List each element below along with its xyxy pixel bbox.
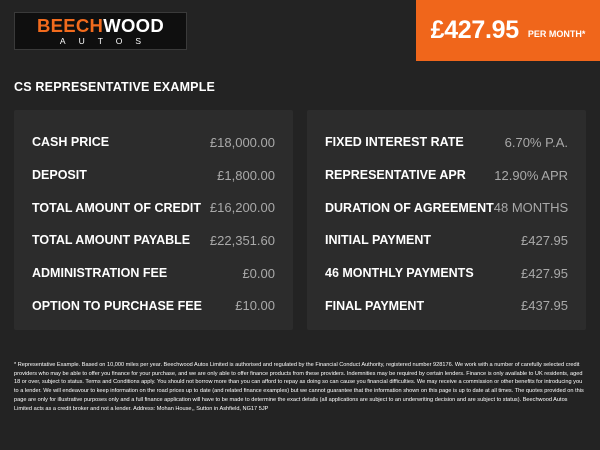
finance-row-label: INITIAL PAYMENT [325, 233, 432, 248]
finance-details-panel-left [14, 110, 293, 330]
finance-row-label: TOTAL AMOUNT OF CREDIT [32, 200, 201, 215]
logo-main-text: WOOD [103, 15, 165, 36]
finance-row-label: REPRESENTATIVE APR [325, 168, 466, 183]
monthly-price-banner [416, 0, 600, 61]
monthly-price-suffix: PER MONTH* [527, 28, 586, 39]
finance-row-label: OPTION TO PURCHASE FEE [32, 298, 202, 313]
logo-accent-text: BEECH [36, 15, 104, 36]
finance-row-label: TOTAL AMOUNT PAYABLE [32, 233, 191, 248]
finance-row [32, 159, 275, 192]
brand-logo[interactable] [14, 12, 187, 50]
finance-row-value: 12.90% APR [494, 167, 568, 183]
finance-row-label: FIXED INTEREST RATE [325, 135, 464, 150]
finance-row-label: FINAL PAYMENT [325, 298, 425, 313]
logo-wordmark [15, 16, 186, 36]
finance-row [325, 289, 568, 322]
finance-row [32, 257, 275, 290]
finance-row-label: CASH PRICE [32, 135, 110, 150]
finance-row-value: £0.00 [242, 265, 275, 281]
finance-row [32, 224, 275, 257]
finance-row-label: DEPOSIT [32, 168, 87, 183]
logo-subline: AUTOS [59, 36, 155, 46]
finance-row-value: £437.95 [521, 298, 568, 314]
finance-disclaimer: * Representative Example. Based on 10,000 miles per year. Beechwood Autos Limited is authorised and regulated by the Financial Conduct Authority, registered number 928176. We work with a number of carefully selected credit providers who may be able to offer you finance for your purchase, and we are only able to offer finance products from these providers. Indemnities may be required by certain lenders. Finance is only available to UK residents, aged 18 or over, subject to status. Terms and Conditions apply. You should not borrow more than you can afford to repay as doing so can cause you financial difficulties. We may receive a commission or other benefits for introducing you to a lender. We will endeavour to keep information on the road prices up to date (and related finance examples) but we cannot guarantee that the information shown on this page is up to date at all times. The quotes provided on this page are only for illustrative purposes only and a full finance application will have to be made to determine the exact details (all applications are subject to an underwriting decision and are subject to status). Beechwood Autos Limited acts as a credit broker and not a lender. Address: Mohan House,, Sutton in Ashfield, NG17 5JP [14, 362, 584, 412]
finance-row-label: DURATION OF AGREEMENT [325, 200, 494, 215]
finance-row-value: £16,200.00 [209, 200, 275, 216]
finance-row-value: 48 MONTHS [493, 200, 569, 216]
finance-details-panel-right [307, 110, 586, 330]
finance-row [325, 159, 568, 192]
finance-row [32, 126, 275, 159]
finance-row [325, 126, 568, 159]
finance-row [325, 257, 568, 290]
section-title: CS REPRESENTATIVE EXAMPLE [14, 80, 216, 94]
finance-row-value: £10.00 [235, 298, 275, 314]
finance-row-value: £22,351.60 [209, 232, 275, 248]
finance-row-value: £427.95 [521, 232, 568, 248]
finance-row-label: 46 MONTHLY PAYMENTS [325, 266, 474, 281]
finance-row [32, 191, 275, 224]
finance-row-value: £18,000.00 [209, 134, 275, 150]
finance-row-value: 6.70% P.A. [504, 134, 568, 150]
monthly-price-amount: £427.95 [430, 16, 519, 44]
finance-row-label: ADMINISTRATION FEE [32, 266, 168, 281]
finance-row [32, 289, 275, 322]
finance-row-value: £427.95 [521, 265, 568, 281]
finance-row [325, 224, 568, 257]
finance-row [325, 191, 568, 224]
finance-row-value: £1,800.00 [217, 167, 275, 183]
